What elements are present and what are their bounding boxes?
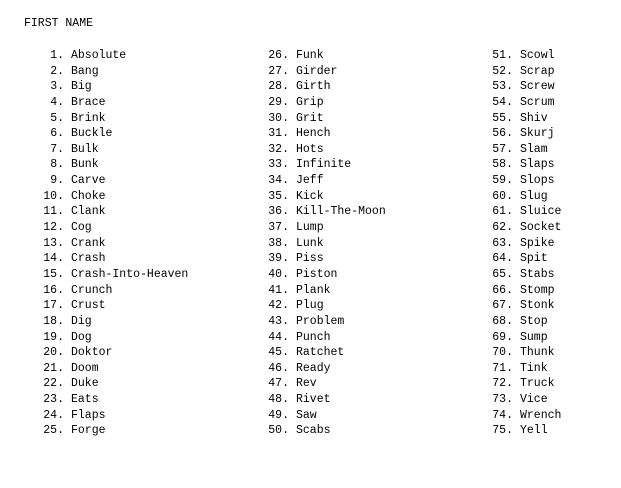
list-item xyxy=(265,111,386,127)
entry-number: 66. xyxy=(492,283,513,297)
list-item xyxy=(40,345,188,361)
entry-number: 38. xyxy=(268,236,289,250)
list-item xyxy=(489,392,561,408)
entry-name: Crank xyxy=(71,236,106,250)
entry-name: Plank xyxy=(296,283,331,297)
entry-name: Slug xyxy=(520,189,548,203)
entry-name: Spike xyxy=(520,236,555,250)
entry-name: Rivet xyxy=(296,393,331,407)
entry-number: 55. xyxy=(492,111,513,125)
list-item xyxy=(489,423,561,439)
list-item xyxy=(40,189,188,205)
list-item xyxy=(489,157,561,173)
entry-name: Bulk xyxy=(71,142,99,156)
entry-name: Crash xyxy=(71,252,106,266)
list-item xyxy=(265,157,386,173)
list-item xyxy=(489,48,561,64)
list-item xyxy=(265,408,386,424)
entry-name: Brace xyxy=(71,95,106,109)
list-item xyxy=(40,298,188,314)
entry-number: 72. xyxy=(492,377,513,391)
list-item xyxy=(265,361,386,377)
entry-number: 29. xyxy=(268,95,289,109)
name-column-2 xyxy=(265,48,386,439)
entry-name: Absolute xyxy=(71,49,127,62)
entry-name: Scrap xyxy=(520,64,555,78)
entry-number: 17. xyxy=(43,299,64,313)
list-item xyxy=(40,330,188,346)
list-item xyxy=(40,111,188,127)
list-item xyxy=(265,48,386,64)
entry-number: 18. xyxy=(43,314,64,328)
list-item xyxy=(489,95,561,111)
entry-number: 19. xyxy=(43,330,64,344)
list-item xyxy=(489,298,561,314)
entry-number: 35. xyxy=(268,189,289,203)
entry-name: Crunch xyxy=(71,283,113,297)
list-item xyxy=(489,267,561,283)
list-item xyxy=(265,283,386,299)
entry-name: Vice xyxy=(520,393,548,407)
entry-name: Kick xyxy=(296,189,324,203)
entry-name: Truck xyxy=(520,377,555,391)
list-item xyxy=(489,173,561,189)
entry-number: 67. xyxy=(492,299,513,313)
entry-number: 43. xyxy=(268,314,289,328)
entry-number: 37. xyxy=(268,221,289,235)
list-item xyxy=(40,423,188,439)
entry-name: Wrench xyxy=(520,408,562,422)
list-item xyxy=(489,220,561,236)
entry-name: Piss xyxy=(296,252,324,266)
entry-number: 31. xyxy=(268,127,289,141)
entry-number: 36. xyxy=(268,205,289,219)
entry-name: Piston xyxy=(296,267,338,281)
entry-name: Brink xyxy=(71,111,106,125)
entry-name: Sump xyxy=(520,330,548,344)
list-item xyxy=(489,204,561,220)
entry-name: Infinite xyxy=(296,158,352,172)
list-item xyxy=(489,64,561,80)
entry-name: Clank xyxy=(71,205,106,219)
entry-number: 46. xyxy=(268,361,289,375)
entry-name: Duke xyxy=(71,377,99,391)
entry-number: 27. xyxy=(268,64,289,78)
list-item xyxy=(489,251,561,267)
entry-name: Sluice xyxy=(520,205,562,219)
list-item xyxy=(489,314,561,330)
list-item xyxy=(265,204,386,220)
list-item xyxy=(489,408,561,424)
list-item xyxy=(489,126,561,142)
entry-name: Grip xyxy=(296,95,324,109)
entry-number: 6. xyxy=(50,127,64,141)
entry-number: 2. xyxy=(50,64,64,78)
list-item xyxy=(489,330,561,346)
entry-number: 24. xyxy=(43,408,64,422)
entry-name: Scrum xyxy=(520,95,555,109)
entry-name: Big xyxy=(71,80,92,94)
name-column-3 xyxy=(489,48,561,439)
entry-number: 69. xyxy=(492,330,513,344)
entry-number: 4. xyxy=(50,95,64,109)
list-item xyxy=(265,79,386,95)
entry-name: Hots xyxy=(296,142,324,156)
entry-name: Yell xyxy=(520,424,548,438)
entry-name: Tink xyxy=(520,361,548,375)
entry-number: 60. xyxy=(492,189,513,203)
entry-number: 68. xyxy=(492,314,513,328)
entry-name: Doktor xyxy=(71,346,113,360)
entry-number: 56. xyxy=(492,127,513,141)
list-item xyxy=(265,251,386,267)
entry-number: 32. xyxy=(268,142,289,156)
entry-name: Plug xyxy=(296,299,324,313)
list-item xyxy=(40,361,188,377)
entry-number: 34. xyxy=(268,174,289,188)
list-item xyxy=(489,361,561,377)
entry-name: Scabs xyxy=(296,424,331,438)
list-item xyxy=(40,314,188,330)
list-item xyxy=(40,251,188,267)
entry-name: Ratchet xyxy=(296,346,345,360)
entry-number: 26. xyxy=(268,49,289,62)
list-item xyxy=(40,408,188,424)
entry-number: 11. xyxy=(43,205,64,219)
list-item xyxy=(40,376,188,392)
list-item xyxy=(265,345,386,361)
list-item xyxy=(489,189,561,205)
list-item xyxy=(40,126,188,142)
entry-number: 73. xyxy=(492,393,513,407)
entry-name: Flaps xyxy=(71,408,106,422)
list-item xyxy=(40,48,188,64)
list-item xyxy=(265,220,386,236)
list-item xyxy=(265,423,386,439)
entry-number: 49. xyxy=(268,408,289,422)
entry-name: Problem xyxy=(296,314,345,328)
list-item xyxy=(265,267,386,283)
list-item xyxy=(265,64,386,80)
entry-name: Bang xyxy=(71,64,99,78)
entry-name: Spit xyxy=(520,252,548,266)
entry-name: Stonk xyxy=(520,299,555,313)
entry-name: Stabs xyxy=(520,267,555,281)
list-item xyxy=(40,79,188,95)
list-item xyxy=(265,189,386,205)
entry-name: Skurj xyxy=(520,127,555,141)
list-item xyxy=(40,64,188,80)
entry-number: 65. xyxy=(492,267,513,281)
entry-number: 62. xyxy=(492,221,513,235)
entry-name: Saw xyxy=(296,408,317,422)
entry-number: 63. xyxy=(492,236,513,250)
entry-number: 44. xyxy=(268,330,289,344)
entry-name: Lump xyxy=(296,221,324,235)
entry-number: 75. xyxy=(492,424,513,438)
entry-number: 61. xyxy=(492,205,513,219)
entry-number: 3. xyxy=(50,80,64,94)
list-item xyxy=(489,236,561,252)
entry-name: Slaps xyxy=(520,158,555,172)
list-item xyxy=(265,376,386,392)
entry-number: 42. xyxy=(268,299,289,313)
entry-number: 22. xyxy=(43,377,64,391)
entry-number: 30. xyxy=(268,111,289,125)
entry-name: Carve xyxy=(71,174,106,188)
entry-number: 64. xyxy=(492,252,513,266)
list-item xyxy=(265,392,386,408)
entry-number: 25. xyxy=(43,424,64,438)
list-item xyxy=(489,345,561,361)
entry-number: 39. xyxy=(268,252,289,266)
entry-number: 41. xyxy=(268,283,289,297)
entry-name: Dig xyxy=(71,314,92,328)
entry-name: Funk xyxy=(296,49,324,62)
entry-number: 20. xyxy=(43,346,64,360)
entry-number: 47. xyxy=(268,377,289,391)
entry-name: Stop xyxy=(520,314,548,328)
entry-number: 5. xyxy=(50,111,64,125)
entry-name: Grit xyxy=(296,111,324,125)
entry-name: Punch xyxy=(296,330,331,344)
entry-number: 74. xyxy=(492,408,513,422)
entry-number: 52. xyxy=(492,64,513,78)
list-item xyxy=(265,126,386,142)
entry-name: Socket xyxy=(520,221,562,235)
entry-number: 10. xyxy=(43,189,64,203)
entry-name: Slops xyxy=(520,174,555,188)
entry-name: Jeff xyxy=(296,174,324,188)
entry-name: Girth xyxy=(296,80,331,94)
list-item xyxy=(265,330,386,346)
entry-name: Forge xyxy=(71,424,106,438)
entry-name: Buckle xyxy=(71,127,113,141)
list-item xyxy=(265,142,386,158)
list-item xyxy=(489,111,561,127)
list-item xyxy=(265,314,386,330)
entry-name: Girder xyxy=(296,64,338,78)
entry-number: 54. xyxy=(492,95,513,109)
entry-number: 21. xyxy=(43,361,64,375)
entry-name: Cog xyxy=(71,221,92,235)
list-item xyxy=(40,95,188,111)
entry-name: Bunk xyxy=(71,158,99,172)
entry-name: Crash-Into-Heaven xyxy=(71,267,189,281)
entry-number: 45. xyxy=(268,346,289,360)
entry-number: 33. xyxy=(268,158,289,172)
list-item xyxy=(40,267,188,283)
entry-name: Doom xyxy=(71,361,99,375)
entry-number: 48. xyxy=(268,393,289,407)
entry-number: 14. xyxy=(43,252,64,266)
entry-number: 57. xyxy=(492,142,513,156)
entry-number: 53. xyxy=(492,80,513,94)
entry-name: Hench xyxy=(296,127,331,141)
entry-name: Choke xyxy=(71,189,106,203)
entry-number: 13. xyxy=(43,236,64,250)
entry-number: 12. xyxy=(43,221,64,235)
list-item xyxy=(40,157,188,173)
entry-number: 58. xyxy=(492,158,513,172)
list-item xyxy=(489,79,561,95)
entry-number: 50. xyxy=(268,424,289,438)
entry-number: 15. xyxy=(43,267,64,281)
entry-name: Slam xyxy=(520,142,548,156)
list-item xyxy=(489,283,561,299)
entry-name: Stomp xyxy=(520,283,555,297)
entry-name: Dog xyxy=(71,330,92,344)
entry-number: 59. xyxy=(492,174,513,188)
list-item xyxy=(265,95,386,111)
entry-number: 1. xyxy=(50,49,64,62)
entry-number: 8. xyxy=(50,158,64,172)
list-item xyxy=(40,204,188,220)
entry-number: 40. xyxy=(268,267,289,281)
entry-number: 28. xyxy=(268,80,289,94)
list-item xyxy=(40,392,188,408)
entry-number: 51. xyxy=(492,49,513,62)
list-item xyxy=(265,298,386,314)
entry-name: Eats xyxy=(71,393,99,407)
list-item xyxy=(489,376,561,392)
entry-number: 7. xyxy=(50,142,64,156)
entry-name: Crust xyxy=(71,299,106,313)
entry-number: 71. xyxy=(492,361,513,375)
entry-name: Screw xyxy=(520,80,555,94)
list-item xyxy=(40,236,188,252)
list-item xyxy=(40,173,188,189)
name-column-1 xyxy=(40,48,188,439)
list-item xyxy=(40,142,188,158)
entry-name: Thunk xyxy=(520,346,555,360)
list-item xyxy=(265,236,386,252)
list-item xyxy=(489,142,561,158)
entry-name: Kill-The-Moon xyxy=(296,205,386,219)
entry-number: 9. xyxy=(50,174,64,188)
entry-name: Scowl xyxy=(520,49,555,62)
entry-name: Ready xyxy=(296,361,331,375)
list-item xyxy=(40,220,188,236)
table-heading: FIRST NAME xyxy=(24,17,94,30)
entry-number: 70. xyxy=(492,346,513,360)
entry-number: 23. xyxy=(43,393,64,407)
entry-number: 16. xyxy=(43,283,64,297)
list-item xyxy=(40,283,188,299)
entry-name: Lunk xyxy=(296,236,324,250)
entry-name: Shiv xyxy=(520,111,548,125)
entry-name: Rev xyxy=(296,377,317,391)
list-item xyxy=(265,173,386,189)
